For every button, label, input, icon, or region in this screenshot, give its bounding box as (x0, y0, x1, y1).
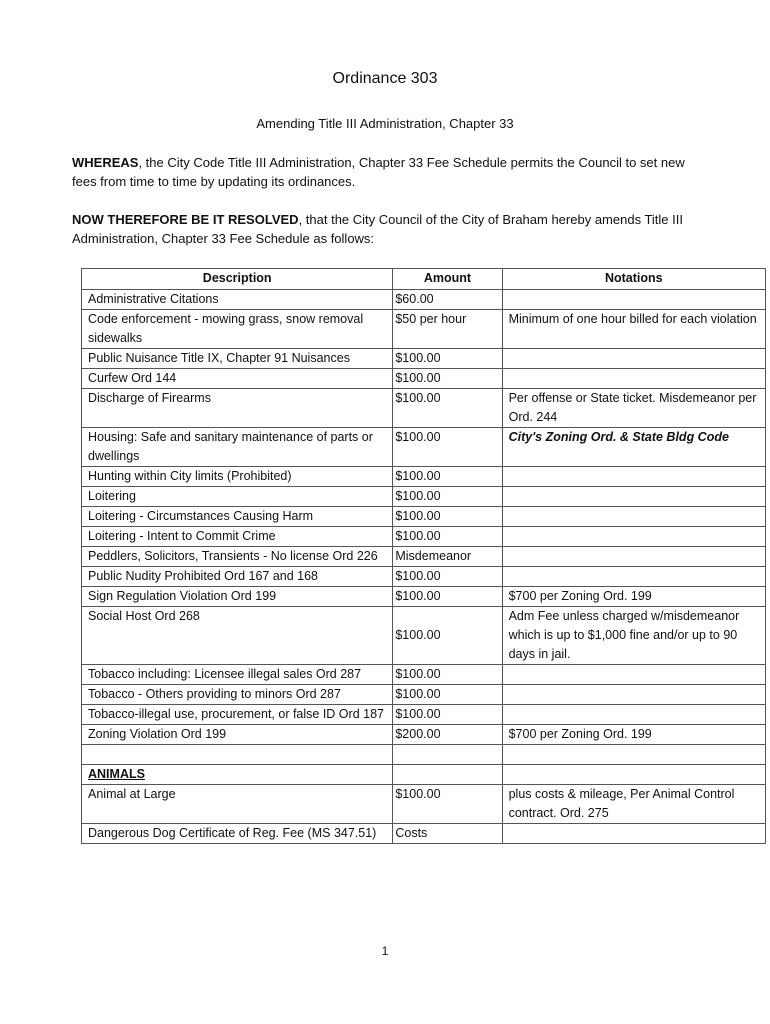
cell-description: Peddlers, Solicitors, Transients - No license Ord 226 (82, 547, 393, 567)
table-row (82, 349, 766, 369)
table-row (82, 785, 766, 824)
cell-amount: $100.00 (393, 705, 502, 725)
table-row (82, 310, 766, 349)
cell-description: Curfew Ord 144 (82, 369, 393, 389)
cell-description: Dangerous Dog Certificate of Reg. Fee (MS 347.51) (82, 824, 393, 844)
table-row (82, 547, 766, 567)
fee-schedule-table (81, 268, 766, 844)
cell-notation (502, 665, 765, 685)
table-row (82, 428, 766, 467)
whereas-text: , the City Code Title III Administration, Chapter 33 Fee Schedule permits the Council to set new fees from time to time by updating its ordinances. (72, 155, 685, 189)
cell-description: Loitering (82, 487, 393, 507)
header-amount: Amount (393, 269, 502, 290)
cell-notation: City's Zoning Ord. & State Bldg Code (502, 428, 765, 467)
cell-amount: $100.00 (393, 685, 502, 705)
cell-description: Public Nudity Prohibited Ord 167 and 168 (82, 567, 393, 587)
cell-description: Administrative Citations (82, 290, 393, 310)
cell-amount: $50 per hour (393, 310, 502, 349)
cell-amount: $100.00 (393, 567, 502, 587)
page-title: Ordinance 303 (332, 70, 438, 87)
cell-notation (502, 745, 765, 765)
cell-description: Loitering - Circumstances Causing Harm (82, 507, 393, 527)
cell-amount: $100.00 (393, 487, 502, 507)
cell-notation: plus costs & mileage, Per Animal Control contract. Ord. 275 (502, 785, 765, 824)
cell-notation (502, 349, 765, 369)
cell-description: Animal at Large (82, 785, 393, 824)
cell-notation: Per offense or State ticket. Misdemeanor per Ord. 244 (502, 389, 765, 428)
resolved-label: NOW THEREFORE BE IT RESOLVED (72, 212, 299, 227)
table-row (82, 587, 766, 607)
cell-notation: Adm Fee unless charged w/misdemeanor which is up to $1,000 fine and/or up to 90 days in jail. (502, 607, 765, 665)
table-row (82, 725, 766, 745)
cell-notation (502, 547, 765, 567)
cell-notation (502, 824, 765, 844)
cell-notation (502, 369, 765, 389)
cell-notation (502, 507, 765, 527)
cell-description: Housing: Safe and sanitary maintenance of parts or dwellings (82, 428, 393, 467)
cell-amount: $100.00 (393, 349, 502, 369)
table-row (82, 705, 766, 725)
cell-description: Loitering - Intent to Commit Crime (82, 527, 393, 547)
cell-notation (502, 567, 765, 587)
cell-notation (502, 527, 765, 547)
cell-amount: $100.00 (393, 428, 502, 467)
table-row (82, 824, 766, 844)
table-row (82, 567, 766, 587)
table-header-row (82, 269, 766, 290)
page-subtitle: Amending Title III Administration, Chapter 33 (256, 116, 514, 131)
cell-amount: $100.00 (393, 607, 502, 665)
cell-amount: Costs (393, 824, 502, 844)
section-animals-heading: ANIMALS (82, 765, 393, 785)
cell-amount: $100.00 (393, 785, 502, 824)
cell-description: Tobacco including: Licensee illegal sales Ord 287 (82, 665, 393, 685)
table-row (82, 290, 766, 310)
cell-notation: $700 per Zoning Ord. 199 (502, 725, 765, 745)
cell-notation (502, 467, 765, 487)
table-row-blank (82, 745, 766, 765)
table-row (82, 685, 766, 705)
cell-amount: $100.00 (393, 587, 502, 607)
cell-amount (393, 745, 502, 765)
cell-amount: $60.00 (393, 290, 502, 310)
table-row (82, 487, 766, 507)
cell-description: Public Nuisance Title IX, Chapter 91 Nuisances (82, 349, 393, 369)
cell-description: Discharge of Firearms (82, 389, 393, 428)
table-row-section (82, 765, 766, 785)
cell-amount: Misdemeanor (393, 547, 502, 567)
cell-notation: Minimum of one hour billed for each violation (502, 310, 765, 349)
whereas-label: WHEREAS (72, 155, 139, 170)
cell-description: Hunting within City limits (Prohibited) (82, 467, 393, 487)
resolved-paragraph (72, 210, 702, 248)
page-number: 1 (381, 944, 389, 958)
table-row (82, 665, 766, 685)
cell-description: Tobacco-illegal use, procurement, or false ID Ord 187 (82, 705, 393, 725)
table-row (82, 527, 766, 547)
table-row (82, 389, 766, 428)
cell-amount (393, 765, 502, 785)
resolved-text: , that the City Council of the City of Braham hereby amends Title III Administration, Chapter 33 Fee Schedule as follows: (72, 212, 683, 246)
cell-amount: $100.00 (393, 527, 502, 547)
cell-description: Social Host Ord 268 (82, 607, 393, 665)
cell-amount: $100.00 (393, 389, 502, 428)
whereas-paragraph (72, 153, 702, 191)
cell-description: Code enforcement - mowing grass, snow removal sidewalks (82, 310, 393, 349)
table-row (82, 369, 766, 389)
cell-notation (502, 765, 765, 785)
cell-description: Tobacco - Others providing to minors Ord 287 (82, 685, 393, 705)
cell-description: Zoning Violation Ord 199 (82, 725, 393, 745)
header-notations: Notations (502, 269, 765, 290)
cell-notation: $700 per Zoning Ord. 199 (502, 587, 765, 607)
header-description: Description (82, 269, 393, 290)
cell-amount: $100.00 (393, 507, 502, 527)
cell-description: Sign Regulation Violation Ord 199 (82, 587, 393, 607)
cell-amount: $100.00 (393, 665, 502, 685)
cell-notation (502, 487, 765, 507)
table-row (82, 467, 766, 487)
cell-notation (502, 705, 765, 725)
table-row (82, 607, 766, 665)
cell-amount: $100.00 (393, 467, 502, 487)
cell-amount: $200.00 (393, 725, 502, 745)
cell-notation (502, 290, 765, 310)
table-row (82, 507, 766, 527)
cell-notation (502, 685, 765, 705)
cell-description (82, 745, 393, 765)
cell-amount: $100.00 (393, 369, 502, 389)
